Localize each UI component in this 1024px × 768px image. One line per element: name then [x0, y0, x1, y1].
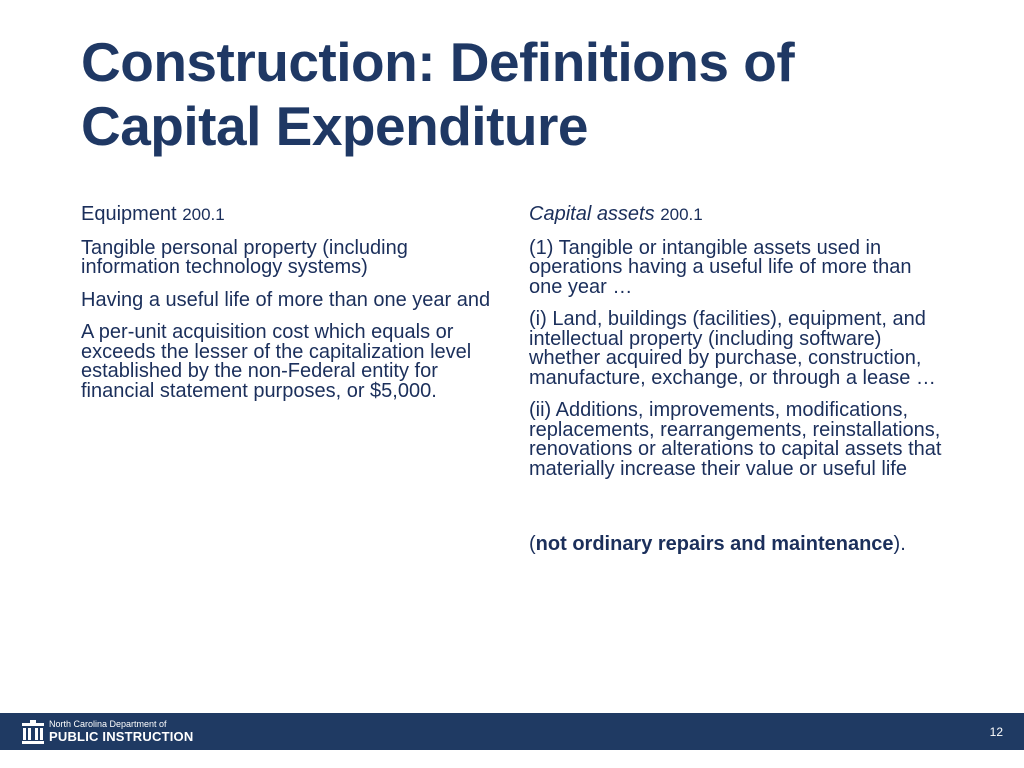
- title-line-1: Construction: Definitions of: [81, 31, 795, 93]
- title-line-2: Capital Expenditure: [81, 95, 588, 157]
- org-line-1: North Carolina Department of: [49, 719, 167, 729]
- spacer: [529, 492, 949, 535]
- equipment-heading-text: Equipment: [81, 203, 177, 225]
- capital-assets-column: [529, 205, 949, 568]
- slide-title: [81, 30, 981, 158]
- equipment-column: [81, 205, 501, 414]
- equipment-ref: 200.1: [182, 205, 225, 224]
- capital-assets-paragraph-1: (1) Tangible or intangible assets used in operations having a useful life of more than one year …: [529, 236, 912, 298]
- org-line-2: PUBLIC INSTRUCTION: [49, 729, 194, 744]
- repairs-note: [529, 535, 949, 555]
- capital-assets-ref: 200.1: [660, 205, 703, 224]
- capital-assets-paragraph-3: (ii) Additions, improvements, modifications, replacements, rearrangements, reinstallations, renovations or alterations to capital assets that materially increase their value or useful life: [529, 399, 942, 480]
- note-open: (: [529, 533, 536, 555]
- nc-building-icon: [22, 720, 44, 744]
- dpi-logo-text: [49, 719, 193, 744]
- dpi-logo: [22, 719, 193, 744]
- footer-bar: [0, 713, 1024, 750]
- equipment-paragraph-3: A per-unit acquisition cost which equals or exceeds the lesser of the capitalization level established by the non-Federal entity for financial statement purposes, or $5,000.: [81, 321, 472, 402]
- note-bold: not ordinary repairs and maintenance: [535, 533, 894, 555]
- equipment-heading: [81, 205, 501, 225]
- capital-assets-heading: [529, 205, 949, 225]
- capital-assets-paragraph-2: (i) Land, buildings (facilities), equipment, and intellectual property (including software) whether acquired by purchase, construction, manufacture, exchange, or through a lease …: [529, 308, 936, 389]
- equipment-paragraph-1: Tangible personal property (including information technology systems): [81, 236, 408, 278]
- note-close: ).: [893, 533, 906, 555]
- page-number: 12: [989, 725, 1003, 739]
- equipment-paragraph-2: Having a useful life of more than one year and: [81, 288, 491, 311]
- capital-assets-heading-text: Capital assets: [529, 203, 655, 225]
